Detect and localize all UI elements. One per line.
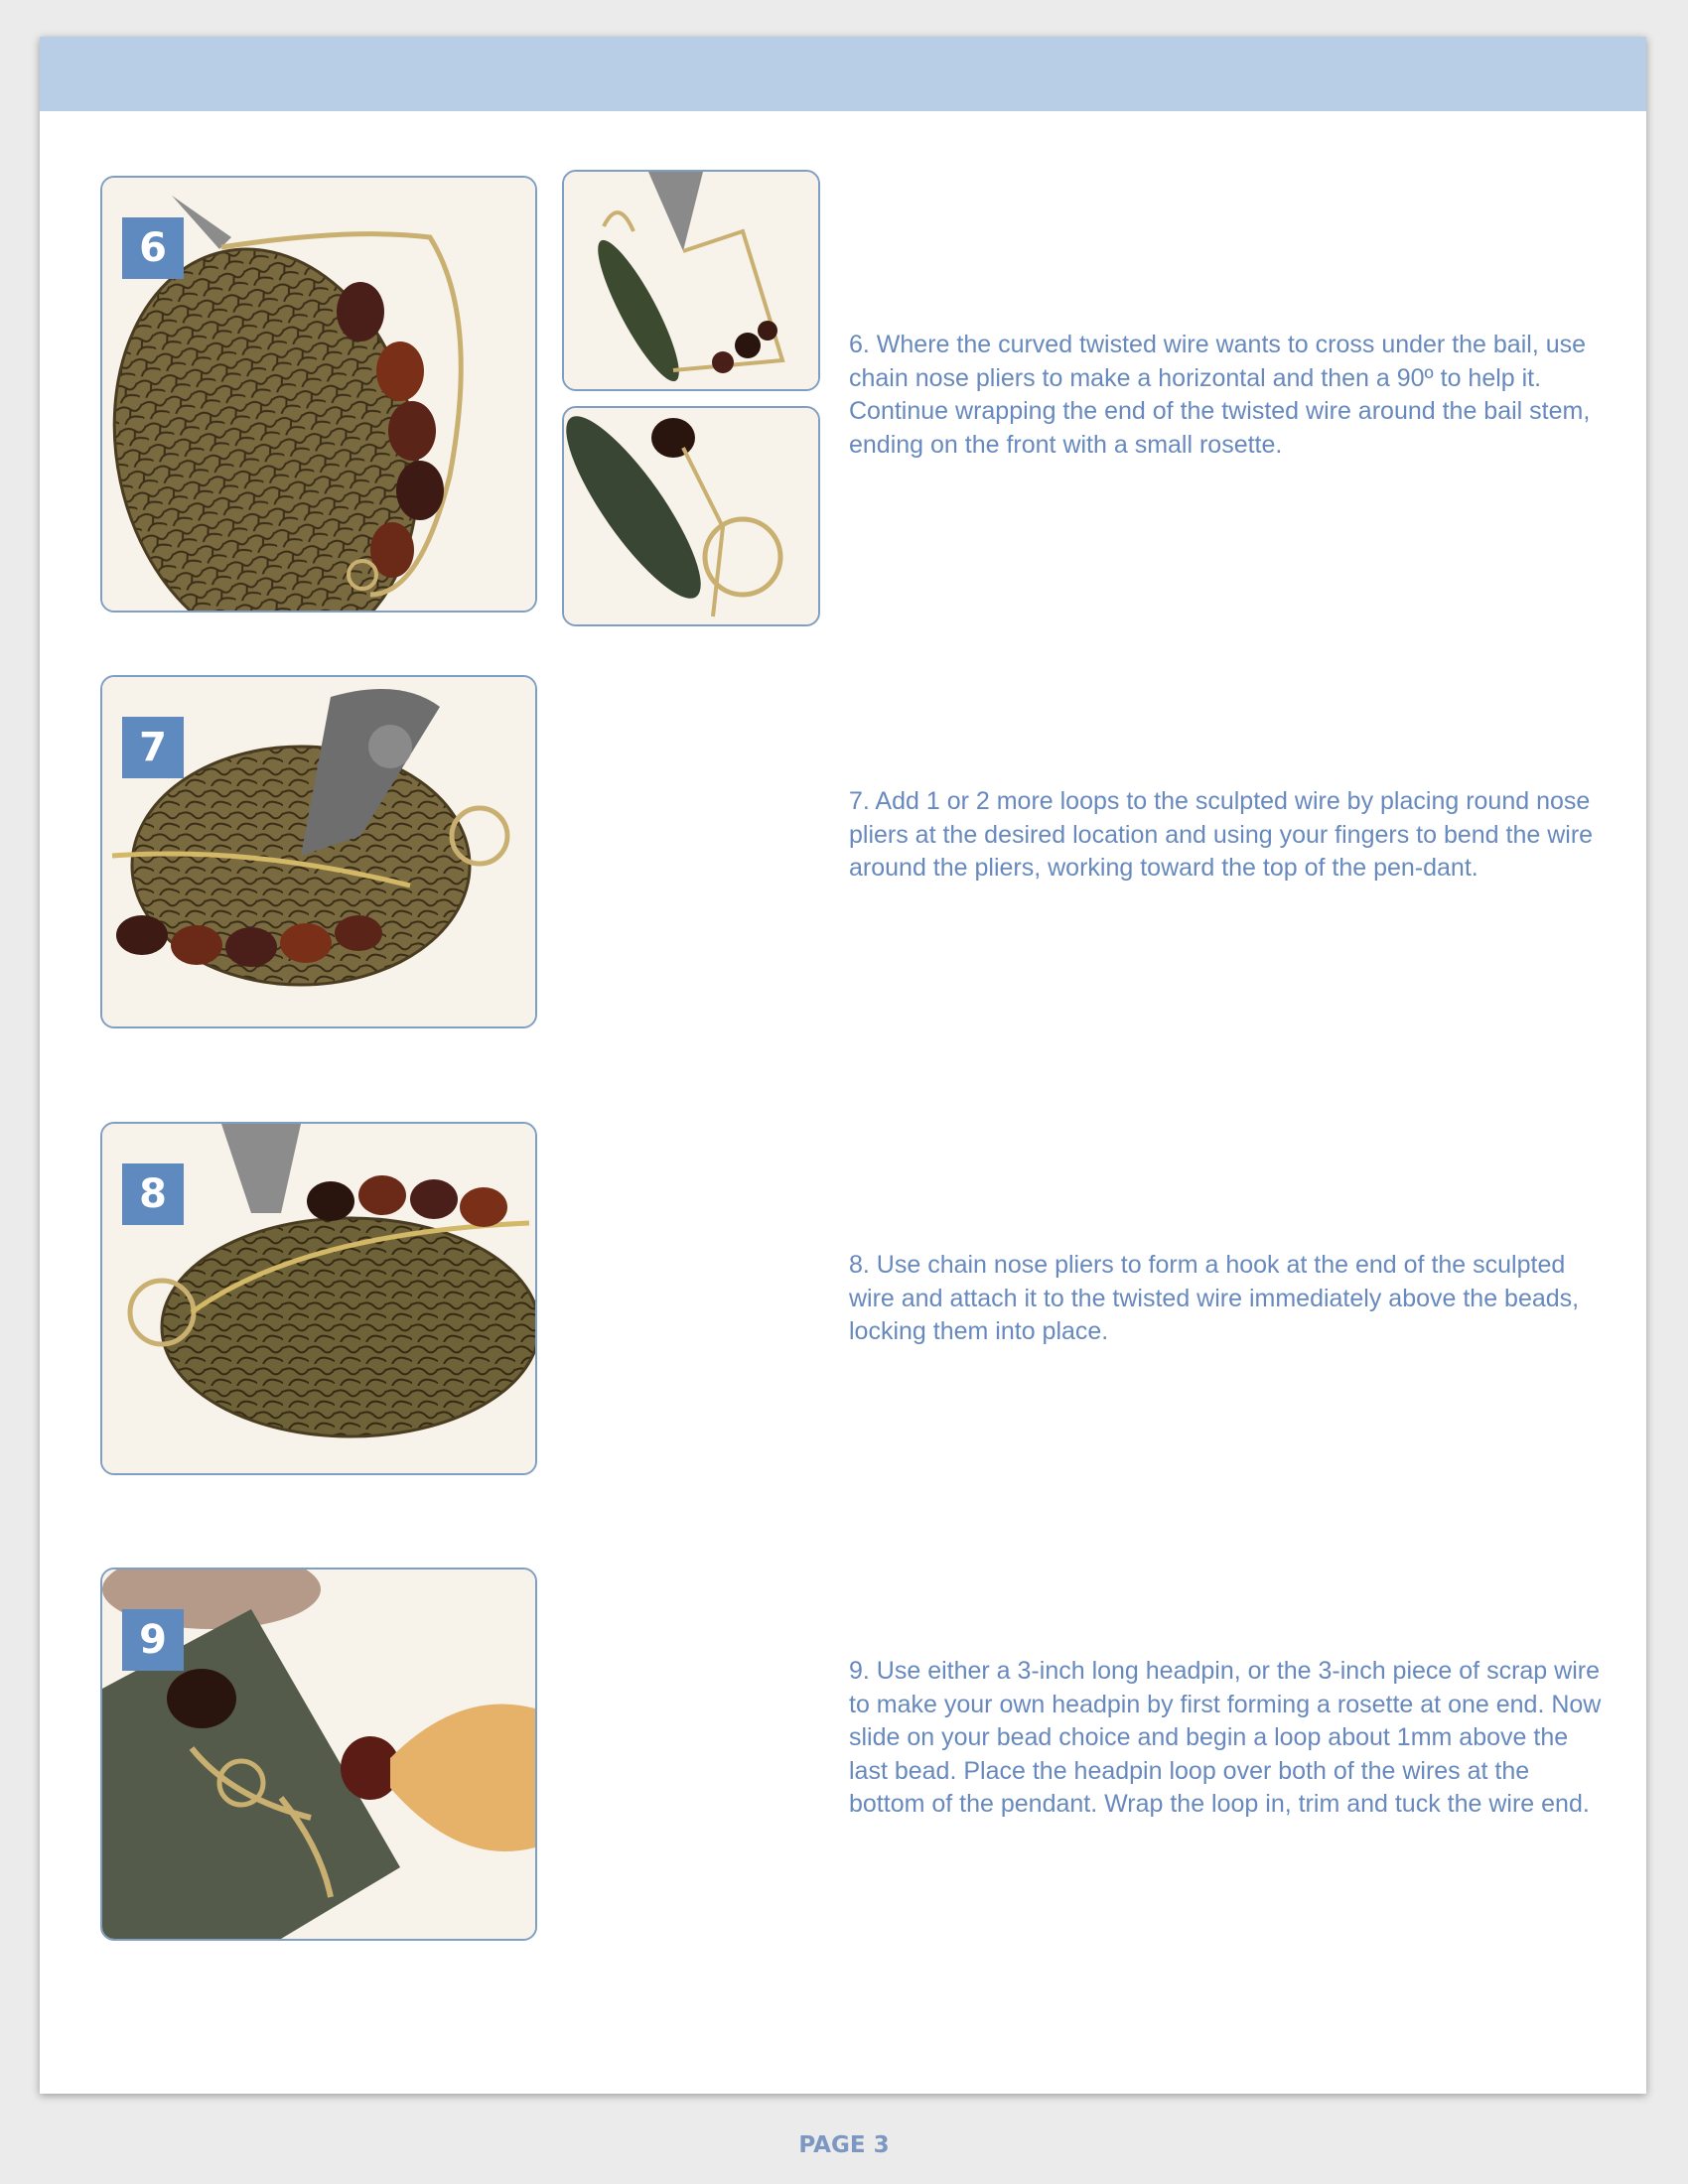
step-7-badge: 7 [122,717,184,778]
step-7-photo [100,675,537,1028]
step-9-badge: 9 [122,1609,184,1671]
step-6-detail-photo-1 [562,170,820,391]
step-6-detail-photo-2 [562,406,820,626]
page-sheet [40,37,1646,2094]
step-6-photo [100,176,537,613]
step-7-text: 7. Add 1 or 2 more loops to the sculpted wire by placing round nose pliers at the desired location and using your fingers to bend the wire around the pliers, working toward the top of the pen-dant. [849,787,1594,882]
step-9-text: 9. Use either a 3-inch long headpin, or the 3-inch piece of scrap wire to make your own headpin by first forming a rosette at one end. Now slide on your bead choice and begin a loop about 1mm above the last bead. Place the headpin loop over both of the wires at the bottom of the pendant. Wrap the loop in, trim and tuck the wire end. [849,1657,1602,1818]
header-band [40,37,1646,111]
step-8-photo [100,1122,537,1475]
step-6-badge: 6 [122,217,184,279]
page-number: PAGE 3 [798,2132,890,2158]
step-6-text: 6. Where the curved twisted wire wants to cross under the bail, use chain nose pliers to make a horizontal and then a 90º to help it. Continue wrapping the end of the twisted wire around the bail stem, ending on the front with a small rosette. [849,331,1591,459]
step-9-photo [100,1568,537,1941]
step-8-badge: 8 [122,1163,184,1225]
step-8-text: 8. Use chain nose pliers to form a hook at the end of the sculpted wire and attach it to the twisted wire immediately above the beads, locking them into place. [849,1251,1580,1345]
